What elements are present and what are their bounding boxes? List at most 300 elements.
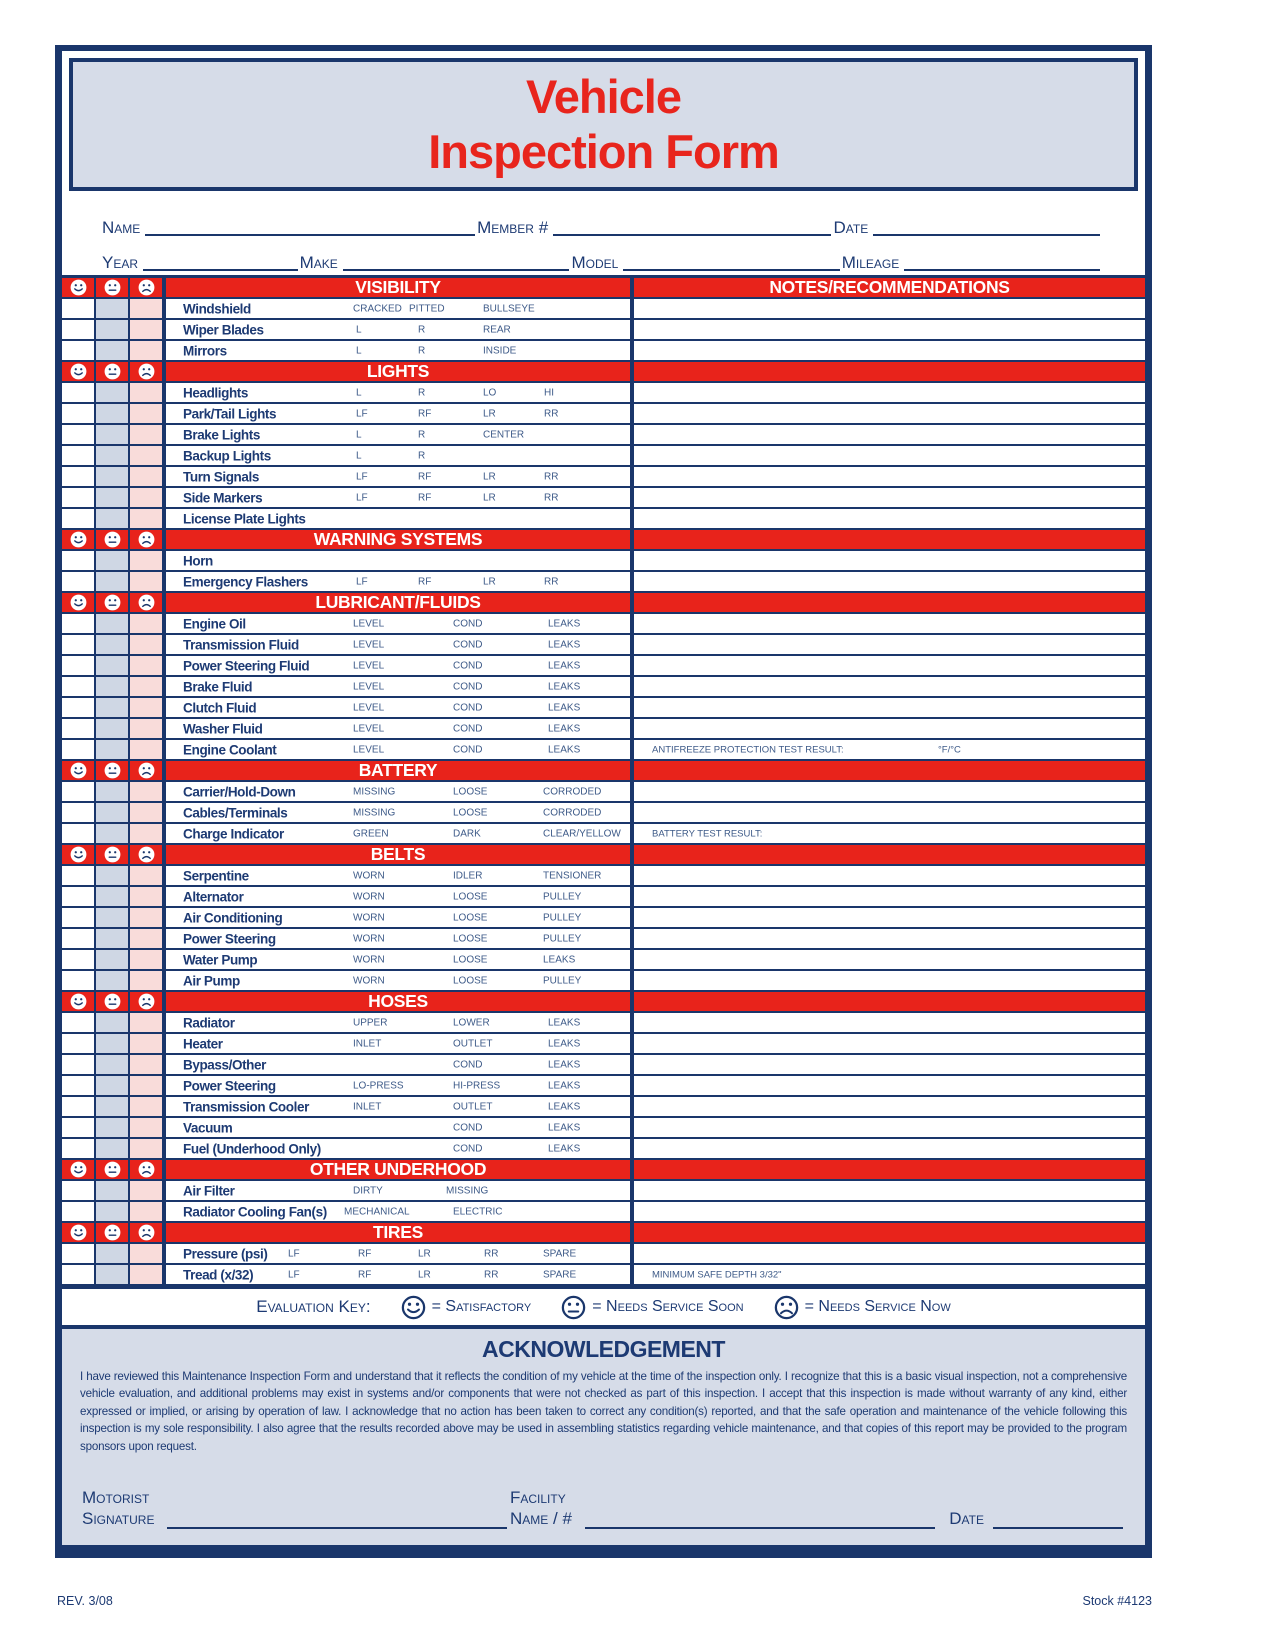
notes-cell[interactable] <box>634 950 1145 969</box>
notes-cell[interactable] <box>634 404 1145 423</box>
item-cell <box>164 1013 634 1032</box>
notes-cell[interactable] <box>634 866 1145 885</box>
check-cell-needs-service-now[interactable] <box>130 782 164 801</box>
check-cell-needs-service-now[interactable] <box>130 698 164 717</box>
item-cell <box>164 740 634 759</box>
condition-label: LR <box>418 1248 431 1259</box>
check-cell-needs-service-now[interactable] <box>130 1034 164 1053</box>
inspection-row-air-pump <box>62 971 1145 992</box>
notes-cell[interactable] <box>634 782 1145 801</box>
check-cell-needs-service-soon[interactable] <box>96 1139 130 1158</box>
header-fields <box>62 191 1145 275</box>
check-cell-needs-service-soon[interactable] <box>96 950 130 969</box>
check-cell-needs-service-soon[interactable] <box>96 446 130 465</box>
check-cell-needs-service-now[interactable] <box>130 488 164 507</box>
condition-label: COND <box>453 1143 483 1154</box>
condition-label: CORRODED <box>543 807 602 818</box>
notes-header-band <box>634 845 1145 864</box>
condition-label: L <box>356 429 362 440</box>
model-field[interactable] <box>623 261 839 271</box>
section-title: OTHER UNDERHOOD <box>309 1159 487 1179</box>
condition-label: LEAKS <box>548 660 581 671</box>
check-cell-needs-service-soon[interactable] <box>96 341 130 360</box>
condition-label: LEVEL <box>353 681 385 692</box>
condition-label: MISSING <box>353 807 396 818</box>
check-cell-needs-service-soon[interactable] <box>96 908 130 927</box>
check-cell-needs-service-now[interactable] <box>130 1181 164 1200</box>
evaluation-key-item-needs-service-now <box>774 1295 951 1320</box>
check-cell-needs-service-soon[interactable] <box>96 740 130 759</box>
check-cell-needs-service-soon[interactable] <box>96 824 130 843</box>
item-label: Charge Indicator <box>183 826 284 841</box>
notes-cell[interactable] <box>634 614 1145 633</box>
check-cell-needs-service-soon[interactable] <box>96 1097 130 1116</box>
notes-cell[interactable] <box>634 572 1145 591</box>
item-label: Air Pump <box>183 973 240 988</box>
section-title: HOSES <box>368 991 428 1011</box>
check-cell-satisfactory[interactable] <box>62 803 96 822</box>
mileage-field[interactable] <box>904 261 1100 271</box>
check-cell-satisfactory[interactable] <box>62 446 96 465</box>
condition-label: LOOSE <box>453 786 488 797</box>
check-cell-needs-service-now[interactable] <box>130 551 164 570</box>
notes-cell[interactable] <box>634 1181 1145 1200</box>
inspection-row-headlights <box>62 383 1145 404</box>
date-field[interactable] <box>873 226 1100 236</box>
item-cell <box>164 1076 634 1095</box>
notes-cell[interactable] <box>634 887 1145 906</box>
check-cell-needs-service-soon[interactable] <box>96 1076 130 1095</box>
check-cell-needs-service-soon[interactable] <box>96 677 130 696</box>
item-cell <box>164 404 634 423</box>
item-label: Windshield <box>183 301 251 316</box>
check-cell-needs-service-soon[interactable] <box>96 1055 130 1074</box>
check-cell-needs-service-soon[interactable] <box>96 1202 130 1221</box>
notes-cell[interactable] <box>634 1013 1145 1032</box>
notes-cell[interactable] <box>634 341 1145 360</box>
inspection-row-air-conditioning <box>62 908 1145 929</box>
notes-cell[interactable] <box>634 320 1145 339</box>
check-cell-satisfactory[interactable] <box>62 656 96 675</box>
item-cell <box>164 467 634 486</box>
item-cell <box>164 656 634 675</box>
notes-header-band <box>634 992 1145 1011</box>
check-cell-needs-service-soon[interactable] <box>96 803 130 822</box>
check-cell-needs-service-now[interactable] <box>130 950 164 969</box>
check-cell-satisfactory[interactable] <box>62 383 96 402</box>
check-cell-needs-service-soon[interactable] <box>96 299 130 318</box>
check-cell-needs-service-now[interactable] <box>130 467 164 486</box>
item-label: Power Steering <box>183 1078 276 1093</box>
check-cell-satisfactory[interactable] <box>62 866 96 885</box>
inspection-row-horn <box>62 551 1145 572</box>
condition-label: LEVEL <box>353 639 385 650</box>
check-cell-needs-service-soon[interactable] <box>96 635 130 654</box>
check-cell-satisfactory[interactable] <box>62 614 96 633</box>
inspection-row-fuel-underhood-only <box>62 1139 1145 1160</box>
section-title-band <box>164 1223 634 1242</box>
signature-date-field[interactable] <box>993 1517 1123 1529</box>
name-field[interactable] <box>145 226 475 236</box>
check-cell-satisfactory[interactable] <box>62 929 96 948</box>
check-cell-satisfactory[interactable] <box>62 950 96 969</box>
check-cell-satisfactory[interactable] <box>62 782 96 801</box>
check-cell-needs-service-soon[interactable] <box>96 1034 130 1053</box>
check-cell-needs-service-now[interactable] <box>130 341 164 360</box>
check-cell-needs-service-soon[interactable] <box>96 320 130 339</box>
check-cell-satisfactory[interactable] <box>62 719 96 738</box>
check-cell-needs-service-soon[interactable] <box>96 509 130 528</box>
check-cell-needs-service-soon[interactable] <box>96 1244 130 1263</box>
check-cell-needs-service-now[interactable] <box>130 425 164 444</box>
notes-cell[interactable] <box>634 929 1145 948</box>
inspection-row-mirrors <box>62 341 1145 362</box>
check-cell-needs-service-now[interactable] <box>130 1118 164 1137</box>
inspection-row-park-tail-lights <box>62 404 1145 425</box>
check-cell-needs-service-now[interactable] <box>130 509 164 528</box>
check-cell-satisfactory[interactable] <box>62 320 96 339</box>
signature-label: Signature <box>82 1508 155 1528</box>
inspection-row-power-steering <box>62 1076 1145 1097</box>
inspection-row-power-steering-fluid <box>62 656 1145 677</box>
notes-cell[interactable] <box>634 719 1145 738</box>
condition-label: UPPER <box>353 1017 388 1028</box>
check-cell-needs-service-now[interactable] <box>130 404 164 423</box>
section-title: BATTERY <box>358 760 438 780</box>
condition-label: LEAKS <box>548 639 581 650</box>
check-cell-satisfactory[interactable] <box>62 698 96 717</box>
make-field[interactable] <box>343 261 570 271</box>
notes-header-band <box>634 1160 1145 1179</box>
condition-label: RF <box>418 576 432 587</box>
satisfactory-icon <box>62 761 96 780</box>
notes-header-band <box>634 761 1145 780</box>
check-cell-satisfactory[interactable] <box>62 1034 96 1053</box>
item-label: Vacuum <box>183 1120 233 1135</box>
check-cell-needs-service-soon[interactable] <box>96 971 130 990</box>
check-cell-satisfactory[interactable] <box>62 824 96 843</box>
check-cell-needs-service-now[interactable] <box>130 740 164 759</box>
notes-cell[interactable] <box>634 383 1145 402</box>
item-cell <box>164 320 634 339</box>
notes-cell[interactable] <box>634 551 1145 570</box>
notes-cell[interactable] <box>634 677 1145 696</box>
check-cell-satisfactory[interactable] <box>62 908 96 927</box>
section-header-hoses <box>62 992 1145 1013</box>
needs-service-now-icon <box>130 992 164 1011</box>
item-label: Brake Lights <box>183 427 260 442</box>
check-cell-needs-service-soon[interactable] <box>96 782 130 801</box>
notes-cell[interactable] <box>634 425 1145 444</box>
condition-label: LF <box>356 408 368 419</box>
notes-cell[interactable] <box>634 971 1145 990</box>
check-cell-needs-service-soon[interactable] <box>96 929 130 948</box>
condition-label: CRACKED <box>353 303 402 314</box>
check-cell-satisfactory[interactable] <box>62 551 96 570</box>
condition-label: LEAKS <box>548 744 581 755</box>
check-cell-needs-service-now[interactable] <box>130 929 164 948</box>
check-cell-satisfactory[interactable] <box>62 1097 96 1116</box>
year-field[interactable] <box>143 261 298 271</box>
condition-label: LF <box>288 1269 300 1280</box>
inspection-row-emergency-flashers <box>62 572 1145 593</box>
form-title-box <box>69 58 1138 191</box>
signature-date-label: Date <box>949 1508 984 1528</box>
check-cell-satisfactory[interactable] <box>62 1076 96 1095</box>
notes-cell[interactable] <box>634 698 1145 717</box>
condition-label: PULLEY <box>543 912 582 923</box>
notes-cell[interactable] <box>634 1097 1145 1116</box>
item-cell <box>164 383 634 402</box>
check-cell-satisfactory[interactable] <box>62 404 96 423</box>
inspection-row-windshield <box>62 299 1145 320</box>
notes-cell[interactable] <box>634 1202 1145 1221</box>
check-cell-needs-service-soon[interactable] <box>96 614 130 633</box>
needs-service-now-icon <box>130 845 164 864</box>
condition-label: COND <box>453 1059 483 1070</box>
check-cell-needs-service-soon[interactable] <box>96 719 130 738</box>
check-cell-needs-service-now[interactable] <box>130 1202 164 1221</box>
check-cell-satisfactory[interactable] <box>62 1181 96 1200</box>
item-label: Tread (x/32) <box>183 1267 254 1282</box>
condition-label: LOWER <box>453 1017 490 1028</box>
notes-annotation: MINIMUM SAFE DEPTH 3/32" <box>652 1269 782 1280</box>
check-cell-satisfactory[interactable] <box>62 425 96 444</box>
form-title-line2: Inspection Form <box>428 124 779 178</box>
condition-label: COND <box>453 1122 483 1133</box>
notes-cell[interactable] <box>634 446 1145 465</box>
condition-label: CENTER <box>483 429 525 440</box>
inspection-row-transmission-fluid <box>62 635 1145 656</box>
needs-service-soon-icon <box>96 278 130 297</box>
notes-cell[interactable] <box>634 488 1145 507</box>
condition-label: LEAKS <box>548 723 581 734</box>
condition-label: REAR <box>483 324 511 335</box>
needs-service-now-icon <box>130 362 164 381</box>
section-title: LIGHTS <box>366 361 430 381</box>
item-cell <box>164 635 634 654</box>
check-cell-needs-service-soon[interactable] <box>96 698 130 717</box>
inspection-table <box>62 275 1145 1286</box>
section-title-band <box>164 761 634 780</box>
check-cell-needs-service-now[interactable] <box>130 446 164 465</box>
check-cell-needs-service-now[interactable] <box>130 299 164 318</box>
check-cell-satisfactory[interactable] <box>62 467 96 486</box>
item-cell <box>164 341 634 360</box>
check-cell-needs-service-now[interactable] <box>130 1076 164 1095</box>
notes-cell[interactable] <box>634 1055 1145 1074</box>
mileage-label: Mileage <box>841 253 900 272</box>
condition-label: LOOSE <box>453 975 488 986</box>
item-cell <box>164 446 634 465</box>
check-cell-needs-service-soon[interactable] <box>96 1118 130 1137</box>
check-cell-needs-service-now[interactable] <box>130 803 164 822</box>
condition-label: LEVEL <box>353 723 385 734</box>
item-cell <box>164 866 634 885</box>
check-cell-needs-service-now[interactable] <box>130 824 164 843</box>
model-label: Model <box>571 253 619 272</box>
inspection-row-wiper-blades <box>62 320 1145 341</box>
check-cell-satisfactory[interactable] <box>62 1202 96 1221</box>
check-cell-satisfactory[interactable] <box>62 740 96 759</box>
notes-cell[interactable] <box>634 908 1145 927</box>
notes-cell[interactable] <box>634 1265 1145 1284</box>
check-cell-satisfactory[interactable] <box>62 488 96 507</box>
form-title-line1: Vehicle <box>526 70 681 124</box>
check-cell-needs-service-soon[interactable] <box>96 1181 130 1200</box>
check-cell-satisfactory[interactable] <box>62 1055 96 1074</box>
inspection-row-clutch-fluid <box>62 698 1145 719</box>
inspection-row-bypass-other <box>62 1055 1145 1076</box>
check-cell-needs-service-soon[interactable] <box>96 551 130 570</box>
item-cell <box>164 908 634 927</box>
acknowledgement-title: ACKNOWLEDGEMENT <box>482 1336 725 1362</box>
check-cell-needs-service-now[interactable] <box>130 1097 164 1116</box>
condition-label: LEAKS <box>548 618 581 629</box>
condition-label: LEAKS <box>548 1017 581 1028</box>
condition-label: COND <box>453 702 483 713</box>
condition-label: INSIDE <box>483 345 517 356</box>
notes-annotation: BATTERY TEST RESULT: <box>652 828 763 839</box>
notes-cell[interactable] <box>634 740 1145 759</box>
notes-annotation: °F/°C <box>938 744 961 755</box>
check-cell-needs-service-soon[interactable] <box>96 404 130 423</box>
check-cell-satisfactory[interactable] <box>62 887 96 906</box>
check-cell-needs-service-soon[interactable] <box>96 488 130 507</box>
check-cell-needs-service-soon[interactable] <box>96 1265 130 1284</box>
notes-cell[interactable] <box>634 635 1145 654</box>
notes-cell[interactable] <box>634 467 1145 486</box>
item-label: Engine Coolant <box>183 742 277 757</box>
check-cell-satisfactory[interactable] <box>62 1244 96 1263</box>
check-cell-needs-service-soon[interactable] <box>96 572 130 591</box>
check-cell-needs-service-soon[interactable] <box>96 467 130 486</box>
notes-cell[interactable] <box>634 1034 1145 1053</box>
check-cell-needs-service-soon[interactable] <box>96 1013 130 1032</box>
evaluation-key-label: Evaluation Key: <box>256 1297 371 1316</box>
check-cell-needs-service-now[interactable] <box>130 719 164 738</box>
notes-cell[interactable] <box>634 509 1145 528</box>
needs-service-soon-icon <box>96 992 130 1011</box>
condition-label: MISSING <box>446 1185 489 1196</box>
inspection-row-pressure-psi <box>62 1244 1145 1265</box>
check-cell-needs-service-now[interactable] <box>130 1013 164 1032</box>
check-cell-needs-service-now[interactable] <box>130 656 164 675</box>
item-label: Clutch Fluid <box>183 700 257 715</box>
condition-label: LOOSE <box>453 891 488 902</box>
notes-cell[interactable] <box>634 1118 1145 1137</box>
condition-label: LO-PRESS <box>353 1080 404 1091</box>
check-cell-needs-service-now[interactable] <box>130 320 164 339</box>
item-cell <box>164 1202 634 1221</box>
check-cell-needs-service-now[interactable] <box>130 677 164 696</box>
notes-cell[interactable] <box>634 1076 1145 1095</box>
check-cell-needs-service-now[interactable] <box>130 887 164 906</box>
inspection-row-license-plate-lights <box>62 509 1145 530</box>
item-label: Headlights <box>183 385 249 400</box>
check-cell-needs-service-now[interactable] <box>130 572 164 591</box>
check-cell-satisfactory[interactable] <box>62 1118 96 1137</box>
notes-cell[interactable] <box>634 299 1145 318</box>
member-field[interactable] <box>553 226 831 236</box>
make-label: Make <box>299 253 338 272</box>
condition-label: PITTED <box>409 303 445 314</box>
check-cell-satisfactory[interactable] <box>62 341 96 360</box>
condition-label: LR <box>483 408 496 419</box>
check-cell-needs-service-now[interactable] <box>130 1265 164 1284</box>
check-cell-needs-service-now[interactable] <box>130 1244 164 1263</box>
check-cell-satisfactory[interactable] <box>62 1013 96 1032</box>
condition-label: DARK <box>453 828 481 839</box>
notes-header-band <box>634 593 1145 612</box>
needs-service-now-icon <box>130 278 164 297</box>
inspection-row-carrier-hold-down <box>62 782 1145 803</box>
condition-label: LEVEL <box>353 744 385 755</box>
item-label: Heater <box>183 1036 223 1051</box>
notes-cell[interactable] <box>634 803 1145 822</box>
inspection-row-water-pump <box>62 950 1145 971</box>
needs-service-soon-icon <box>561 1295 586 1320</box>
check-cell-needs-service-soon[interactable] <box>96 887 130 906</box>
facility-name-field[interactable] <box>585 1517 935 1529</box>
check-cell-needs-service-now[interactable] <box>130 908 164 927</box>
check-cell-needs-service-now[interactable] <box>130 866 164 885</box>
section-header-battery <box>62 761 1145 782</box>
needs-service-now-icon <box>130 761 164 780</box>
check-cell-satisfactory[interactable] <box>62 572 96 591</box>
item-cell <box>164 950 634 969</box>
check-cell-needs-service-now[interactable] <box>130 1139 164 1158</box>
check-cell-satisfactory[interactable] <box>62 1265 96 1284</box>
condition-label: LEAKS <box>543 954 576 965</box>
check-cell-satisfactory[interactable] <box>62 635 96 654</box>
condition-label: LR <box>483 576 496 587</box>
facility-name-label: Name / # <box>510 1508 572 1528</box>
item-label: Bypass/Other <box>183 1057 266 1072</box>
check-cell-needs-service-now[interactable] <box>130 635 164 654</box>
check-cell-needs-service-soon[interactable] <box>96 425 130 444</box>
item-cell <box>164 1055 634 1074</box>
check-cell-needs-service-now[interactable] <box>130 1055 164 1074</box>
section-header-lubricant-fluids <box>62 593 1145 614</box>
needs-service-now-icon <box>130 530 164 549</box>
check-cell-needs-service-soon[interactable] <box>96 656 130 675</box>
check-cell-needs-service-soon[interactable] <box>96 866 130 885</box>
item-label: License Plate Lights <box>183 511 306 526</box>
check-cell-needs-service-now[interactable] <box>130 971 164 990</box>
motorist-signature-field[interactable] <box>167 1517 507 1529</box>
check-cell-needs-service-soon[interactable] <box>96 383 130 402</box>
notes-cell[interactable] <box>634 1244 1145 1263</box>
satisfactory-icon <box>62 1223 96 1242</box>
condition-label: LOOSE <box>453 807 488 818</box>
check-cell-needs-service-now[interactable] <box>130 383 164 402</box>
condition-label: RR <box>484 1248 499 1259</box>
condition-label: LR <box>483 471 496 482</box>
check-cell-satisfactory[interactable] <box>62 1139 96 1158</box>
check-cell-satisfactory[interactable] <box>62 677 96 696</box>
condition-label: RR <box>544 492 559 503</box>
notes-cell[interactable] <box>634 824 1145 843</box>
check-cell-needs-service-now[interactable] <box>130 614 164 633</box>
inspection-row-tread-x-32 <box>62 1265 1145 1286</box>
notes-cell[interactable] <box>634 656 1145 675</box>
check-cell-satisfactory[interactable] <box>62 299 96 318</box>
check-cell-satisfactory[interactable] <box>62 971 96 990</box>
check-cell-satisfactory[interactable] <box>62 509 96 528</box>
notes-cell[interactable] <box>634 1139 1145 1158</box>
condition-label: LF <box>288 1248 300 1259</box>
